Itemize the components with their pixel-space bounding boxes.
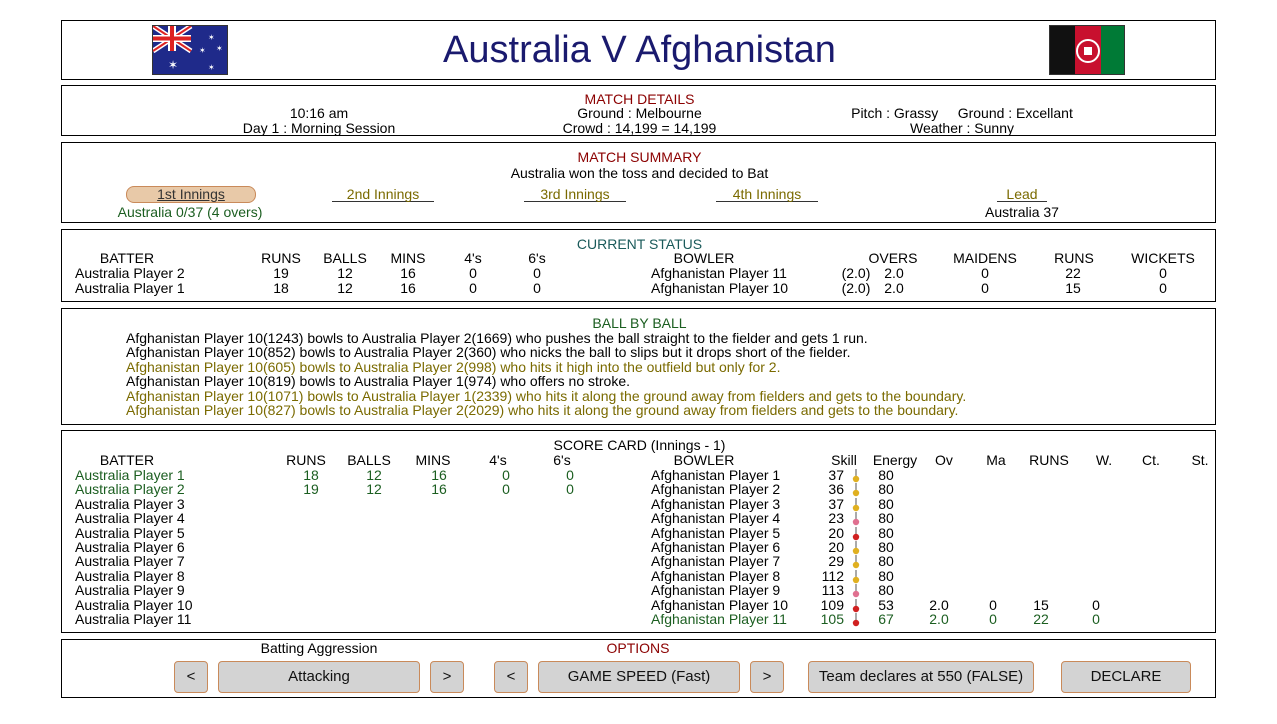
ball-by-ball-line: Afghanistan Player 10(819) bowls to Australia Player 1(974) who offers no stroke.: [126, 373, 631, 390]
tab-4th-innings[interactable]: 4th Innings: [716, 187, 818, 202]
spin-bowler-icon: [852, 570, 860, 584]
scorecard-batter-name: Australia Player 2: [75, 481, 185, 498]
match-ground: Ground : Melbourne: [577, 105, 702, 121]
scorecard-bowler-energy: 80: [878, 539, 894, 555]
current-bowler-runs: 22: [1065, 265, 1081, 281]
aggression-decrease-button[interactable]: <: [174, 661, 208, 693]
sc-header-bowler-runs: RUNS: [1029, 452, 1069, 468]
lead-value: Australia 37: [985, 204, 1059, 220]
sc-header-catches: Ct.: [1142, 452, 1160, 468]
scorecard-batter-balls: 12: [366, 481, 382, 498]
score-card-panel: [61, 430, 1216, 633]
header-bowler-runs: RUNS: [1054, 250, 1094, 266]
scorecard-bowler-energy: 67: [878, 611, 894, 627]
scorecard-batter-name: Australia Player 7: [75, 553, 185, 570]
current-status-panel: [61, 229, 1216, 302]
spin-bowler-icon: [852, 541, 860, 555]
declare-setting-button[interactable]: Team declares at 550 (FALSE): [808, 661, 1034, 693]
scorecard-bowler-skill: 23: [828, 510, 844, 527]
tab-1st-innings[interactable]: 1st Innings: [126, 186, 256, 203]
scorecard-batter-name: Australia Player 4: [75, 510, 185, 527]
scorecard-bowler-skill: 37: [828, 467, 844, 483]
header-overs: OVERS: [868, 250, 918, 266]
scorecard-bowler-energy: 80: [878, 582, 894, 599]
scorecard-bowler-skill: 37: [828, 495, 844, 512]
ball-by-ball-line: Afghanistan Player 10(1071) bowls to Australia Player 1(2339) who hits it along the ground away from fielders and gets to the boundary.: [126, 387, 967, 404]
scorecard-batter-balls: 12: [366, 467, 382, 483]
current-bowler-wickets: 0: [1159, 280, 1167, 296]
scorecard-batter-name: Australia Player 11: [75, 611, 192, 627]
scorecard-bowler-name: Afghanistan Player 10: [651, 596, 788, 613]
options-heading: OPTIONS: [606, 640, 670, 656]
current-bowler-wickets: 0: [1159, 265, 1167, 281]
scorecard-bowler-maidens: 0: [989, 596, 997, 613]
header-balls: BALLS: [323, 250, 367, 266]
sc-header-energy: Energy: [872, 452, 918, 468]
scorecard-batter-mins: 16: [431, 467, 447, 483]
current-batter-fours: 0: [469, 265, 477, 281]
ball-by-ball-line: Afghanistan Player 10(1243) bowls to Australia Player 2(1669) who pushes the ball straight to the fielder and gets 1 run.: [126, 330, 868, 346]
ball-by-ball-panel: [61, 308, 1216, 425]
spin-bowler-icon: [852, 469, 860, 483]
scorecard-bowler-name: Afghanistan Player 6: [651, 539, 781, 555]
current-bowler-maidens: 0: [981, 265, 989, 281]
scorecard-bowler-energy: 80: [878, 495, 894, 512]
scorecard-bowler-name: Afghanistan Player 11: [651, 611, 787, 627]
scorecard-bowler-energy: 80: [878, 524, 894, 541]
scorecard-bowler-name: Afghanistan Player 7: [651, 553, 781, 570]
match-time: 10:16 am: [289, 105, 349, 121]
scorecard-batter-fours: 0: [502, 481, 510, 498]
score-card-heading: SCORE CARD (Innings - 1): [553, 437, 726, 453]
fast-bowler-icon: [852, 527, 860, 541]
sc-header-ov: Ov: [935, 452, 953, 468]
scorecard-batter-fours: 0: [502, 467, 510, 483]
sc-header-stumpings: St.: [1191, 452, 1209, 468]
match-summary-heading: MATCH SUMMARY: [577, 149, 702, 165]
page-title: Australia V Afghanistan: [443, 29, 836, 71]
current-status-heading: CURRENT STATUS: [576, 236, 703, 252]
fast-bowler-icon: [852, 599, 860, 613]
current-batter-sixes: 0: [533, 280, 541, 296]
scorecard-bowler-wickets: 0: [1092, 596, 1100, 613]
spin-bowler-icon: [852, 483, 860, 497]
match-details-heading: MATCH DETAILS: [584, 91, 695, 107]
scorecard-batter-mins: 16: [431, 481, 447, 498]
scorecard-bowler-skill: 112: [821, 567, 844, 584]
svg-text:✶: ✶: [216, 44, 223, 53]
current-batter-name: Australia Player 1: [75, 280, 185, 296]
scorecard-bowler-overs: 2.0: [929, 611, 949, 627]
current-batter-balls: 12: [337, 265, 353, 281]
header-sixes: 6's: [528, 250, 546, 266]
current-bowler-overs: 2.0: [884, 265, 904, 281]
scorecard-bowler-name: Afghanistan Player 4: [651, 510, 781, 527]
current-bowler-runs: 15: [1065, 280, 1081, 296]
scorecard-batter-runs: 19: [303, 481, 319, 498]
scorecard-bowler-skill: 36: [828, 481, 844, 498]
match-summary-panel: [61, 142, 1216, 223]
current-batter-balls: 12: [337, 280, 353, 296]
options-panel: [61, 639, 1216, 698]
current-batter-sixes: 0: [533, 265, 541, 281]
header-maidens: MAIDENS: [953, 250, 1017, 266]
speed-decrease-button[interactable]: <: [494, 661, 528, 693]
ball-by-ball-heading: BALL BY BALL: [592, 315, 687, 331]
medium-bowler-icon: [852, 584, 860, 598]
scorecard-batter-name: Australia Player 10: [75, 596, 193, 613]
sc-header-balls: BALLS: [347, 452, 391, 468]
current-bowler-overs-prev: (2.0): [841, 280, 871, 296]
scorecard-bowler-name: Afghanistan Player 9: [651, 582, 781, 599]
tab-3rd-innings[interactable]: 3rd Innings: [524, 187, 626, 202]
scorecard-batter-runs: 18: [303, 467, 319, 483]
header-mins: MINS: [390, 250, 426, 266]
current-bowler-overs-prev: (2.0): [841, 265, 871, 281]
header-bowler: BOWLER: [673, 250, 735, 266]
speed-increase-button[interactable]: >: [750, 661, 784, 693]
ball-by-ball-line: Afghanistan Player 10(852) bowls to Australia Player 2(360) who nicks the ball to slips but it drops short of the fielder.: [126, 344, 851, 361]
scorecard-bowler-energy: 80: [878, 553, 894, 570]
spin-bowler-icon: [852, 555, 860, 569]
current-batter-name: Australia Player 2: [75, 265, 185, 281]
current-bowler-name: Afghanistan Player 10: [651, 280, 788, 296]
declare-button[interactable]: DECLARE: [1061, 661, 1191, 693]
scorecard-bowler-energy: 53: [878, 596, 894, 613]
match-details-panel: [61, 85, 1216, 136]
scorecard-batter-name: Australia Player 9: [75, 582, 185, 599]
current-batter-fours: 0: [469, 280, 477, 296]
header-wickets: WICKETS: [1131, 250, 1195, 266]
header-runs: RUNS: [261, 250, 301, 266]
header-fours: 4's: [464, 250, 482, 266]
scorecard-bowler-skill: 20: [828, 539, 844, 555]
tab-lead[interactable]: Lead: [997, 187, 1047, 202]
svg-text:✶: ✶: [208, 33, 215, 42]
scorecard-bowler-name: Afghanistan Player 8: [651, 567, 781, 584]
current-bowler-maidens: 0: [981, 280, 989, 296]
scorecard-batter-name: Australia Player 6: [75, 539, 185, 555]
match-session: Day 1 : Morning Session: [242, 120, 396, 136]
current-bowler-overs: 2.0: [884, 280, 904, 296]
current-batter-mins: 16: [400, 265, 416, 281]
afghanistan-flag: [1049, 25, 1125, 75]
scorecard-bowler-overs: 2.0: [929, 596, 949, 613]
scorecard-bowler-energy: 80: [878, 567, 894, 584]
scorecard-bowler-name: Afghanistan Player 2: [651, 481, 781, 498]
toss-result: Australia won the toss and decided to Bat: [510, 165, 769, 181]
scorecard-bowler-skill: 20: [828, 524, 844, 541]
header-batter: BATTER: [99, 250, 155, 266]
tab-2nd-innings[interactable]: 2nd Innings: [332, 187, 434, 202]
scorecard-bowler-skill: 29: [828, 553, 844, 570]
scorecard-batter-sixes: 0: [566, 481, 574, 498]
scorecard-bowler-runs: 22: [1033, 611, 1049, 627]
scorecard-bowler-name: Afghanistan Player 1: [651, 467, 781, 483]
scorecard-batter-name: Australia Player 1: [75, 467, 185, 483]
sc-header-runs: RUNS: [286, 452, 326, 468]
scorecard-bowler-name: Afghanistan Player 3: [651, 495, 781, 512]
sc-header-fours: 4's: [489, 452, 507, 468]
first-innings-score: Australia 0/37 (4 overs): [117, 204, 263, 220]
svg-text:✶: ✶: [208, 63, 215, 72]
scorecard-bowler-skill: 105: [820, 611, 844, 627]
current-bowler-name: Afghanistan Player 11: [651, 265, 787, 281]
scorecard-bowler-wickets: 0: [1092, 611, 1100, 627]
weather: Weather : Sunny: [909, 120, 1015, 136]
scorecard-batter-name: Australia Player 3: [75, 495, 185, 512]
medium-bowler-icon: [852, 512, 860, 526]
current-batter-mins: 16: [400, 280, 416, 296]
current-batter-runs: 18: [273, 280, 289, 296]
sc-header-ma: Ma: [986, 452, 1006, 468]
svg-text:✶: ✶: [168, 58, 179, 72]
fast-bowler-icon: [852, 613, 860, 627]
pitch-ground-conditions: Pitch : Grassy Ground : Excellant: [851, 105, 1073, 121]
scorecard-batter-name: Australia Player 8: [75, 567, 185, 584]
aggression-increase-button[interactable]: >: [430, 661, 464, 693]
scorecard-bowler-energy: 80: [878, 510, 894, 527]
batting-aggression-label: Batting Aggression: [260, 640, 378, 656]
sc-header-bowler: BOWLER: [673, 452, 735, 468]
scorecard-bowler-maidens: 0: [989, 611, 997, 627]
scorecard-bowler-energy: 80: [878, 467, 894, 483]
ball-by-ball-line: Afghanistan Player 10(605) bowls to Australia Player 2(998) who hits it high into the outfield but only for 2.: [126, 358, 781, 375]
svg-text:✶: ✶: [199, 46, 206, 55]
scorecard-batter-name: Australia Player 5: [75, 524, 185, 541]
aggression-value-button[interactable]: Attacking: [218, 661, 420, 693]
ball-by-ball-line: Afghanistan Player 10(827) bowls to Australia Player 2(2029) who hits it along the ground away from fielders and gets to the boundary.: [126, 402, 959, 418]
sc-header-mins: MINS: [415, 452, 451, 468]
scorecard-bowler-name: Afghanistan Player 5: [651, 524, 781, 541]
spin-bowler-icon: [852, 498, 860, 512]
match-crowd: Crowd : 14,199 = 14,199: [562, 120, 717, 136]
game-speed-button[interactable]: GAME SPEED (Fast): [538, 661, 740, 693]
scorecard-bowler-skill: 113: [821, 582, 844, 599]
scorecard-bowler-energy: 80: [878, 481, 894, 498]
title-panel: [61, 20, 1216, 80]
sc-header-batter: BATTER: [99, 452, 155, 468]
scorecard-batter-sixes: 0: [566, 467, 574, 483]
sc-header-sixes: 6's: [553, 452, 571, 468]
current-batter-runs: 19: [273, 265, 289, 281]
scorecard-bowler-skill: 109: [820, 596, 844, 613]
sc-header-skill: Skill: [831, 452, 857, 468]
sc-header-wickets: W.: [1095, 452, 1113, 468]
scorecard-bowler-runs: 15: [1033, 596, 1049, 613]
